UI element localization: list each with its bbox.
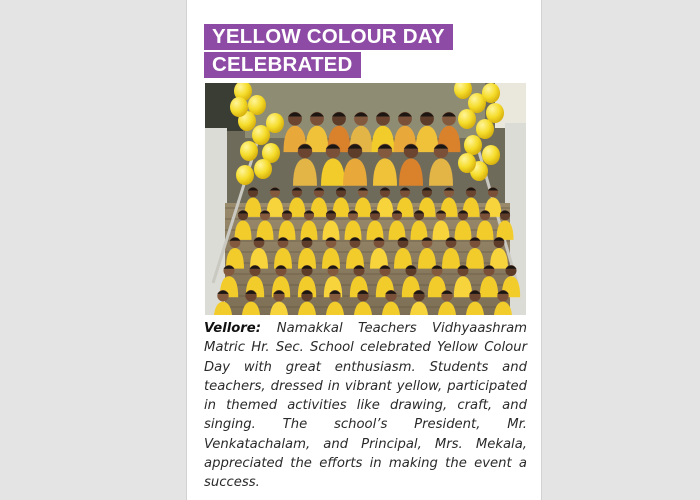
article-body-text: Namakkal Teachers Vidhyaashram Matric Hr. Sec. School celebrated Yellow Colour Day with great enthusiasm. Students and teachers, dressed in vibrant yellow, participated in themed activities like drawing, craft, and singing. The school’s President, Mr. Venkatachalam, and Principal, Mrs. Mekala, appreciated the efforts in making the event a success. <box>204 321 527 491</box>
headline-line-1: YELLOW COLOUR DAY <box>204 24 453 50</box>
article-body <box>204 319 527 493</box>
headline-line-2: CELEBRATED <box>204 52 361 78</box>
newspaper-clipping <box>186 0 542 500</box>
group-photo <box>205 83 526 315</box>
dateline: Vellore: <box>204 321 277 336</box>
group-photo-illustration <box>205 83 526 315</box>
